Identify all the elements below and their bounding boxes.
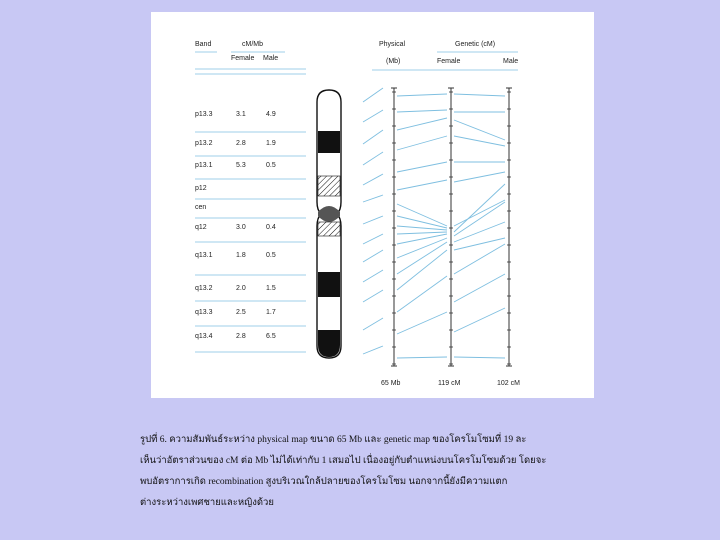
male-rate: 0.5 bbox=[266, 162, 276, 169]
female-rate: 2.5 bbox=[236, 309, 246, 316]
band-label: p13.1 bbox=[195, 162, 213, 169]
figure-panel bbox=[151, 12, 594, 398]
band-table bbox=[195, 111, 306, 352]
female-rate: 3.0 bbox=[236, 224, 246, 231]
female-rate: 2.8 bbox=[236, 333, 246, 340]
map-male-header: Male bbox=[503, 58, 519, 65]
female-rate: 2.0 bbox=[236, 285, 246, 292]
male-rate: 4.9 bbox=[266, 111, 276, 118]
table-female-header: Female bbox=[231, 55, 255, 62]
band-label: p13.2 bbox=[195, 140, 213, 147]
female-rate: 5.3 bbox=[236, 162, 246, 169]
cm-per-mb-header: cM/Mb bbox=[242, 41, 263, 48]
physical-unit: (Mb) bbox=[386, 58, 401, 65]
male-rate: 1.5 bbox=[266, 285, 276, 292]
female-total-label: 119 cM bbox=[438, 380, 461, 387]
chromosome-map-figure bbox=[151, 12, 594, 398]
genetic-header: Genetic (cM) bbox=[455, 41, 496, 48]
male-rate: 1.9 bbox=[266, 140, 276, 147]
male-rate: 0.4 bbox=[266, 224, 276, 231]
physical-total-label: 65 Mb bbox=[381, 380, 401, 387]
caption-line-3: พบอัตราการเกิด recombination สูงบริเวณใกล้ปลายของโครโมโซม นอกจากนี้ยังมีความแตก bbox=[140, 477, 508, 487]
caption-line-2: เห็นว่าอัตราส่วนของ cM ต่อ Mb ไม่ได้เท่ากับ 1 เสมอไป เนื่องอยู่กับตำแหน่งบนโครโมโซมด้วย โดยจะ bbox=[140, 456, 547, 466]
male-rate: 1.7 bbox=[266, 309, 276, 316]
band-label: cen bbox=[195, 204, 207, 211]
band-label: p13.3 bbox=[195, 111, 213, 118]
table-male-header: Male bbox=[263, 55, 279, 62]
male-total-label: 102 cM bbox=[497, 380, 520, 387]
figure-caption bbox=[140, 430, 610, 514]
male-rate: 6.5 bbox=[266, 333, 276, 340]
map-connector-lines bbox=[363, 88, 505, 358]
band-label: q13.2 bbox=[195, 285, 213, 292]
physical-header: Physical bbox=[379, 41, 406, 48]
band-label: q13.4 bbox=[195, 333, 213, 340]
map-female-header: Female bbox=[437, 58, 461, 65]
band-header: Band bbox=[195, 41, 212, 48]
chromosome-19-ideogram bbox=[317, 90, 341, 358]
band-label: q13.3 bbox=[195, 309, 213, 316]
female-rate: 2.8 bbox=[236, 140, 246, 147]
male-rate: 0.5 bbox=[266, 252, 276, 259]
female-rate: 3.1 bbox=[236, 111, 246, 118]
caption-line-4: ต่างระหว่างเพศชายและหญิงด้วย bbox=[140, 498, 274, 508]
female-rate: 1.8 bbox=[236, 252, 246, 259]
band-label: p12 bbox=[195, 185, 207, 192]
caption-line-1: รูปที่ 6. ความสัมพันธ์ระหว่าง physical map ขนาด 65 Mb และ genetic map ของโครโมโซมที่ 19 ละ bbox=[140, 435, 527, 445]
band-label: q12 bbox=[195, 224, 207, 231]
band-label: q13.1 bbox=[195, 252, 213, 259]
